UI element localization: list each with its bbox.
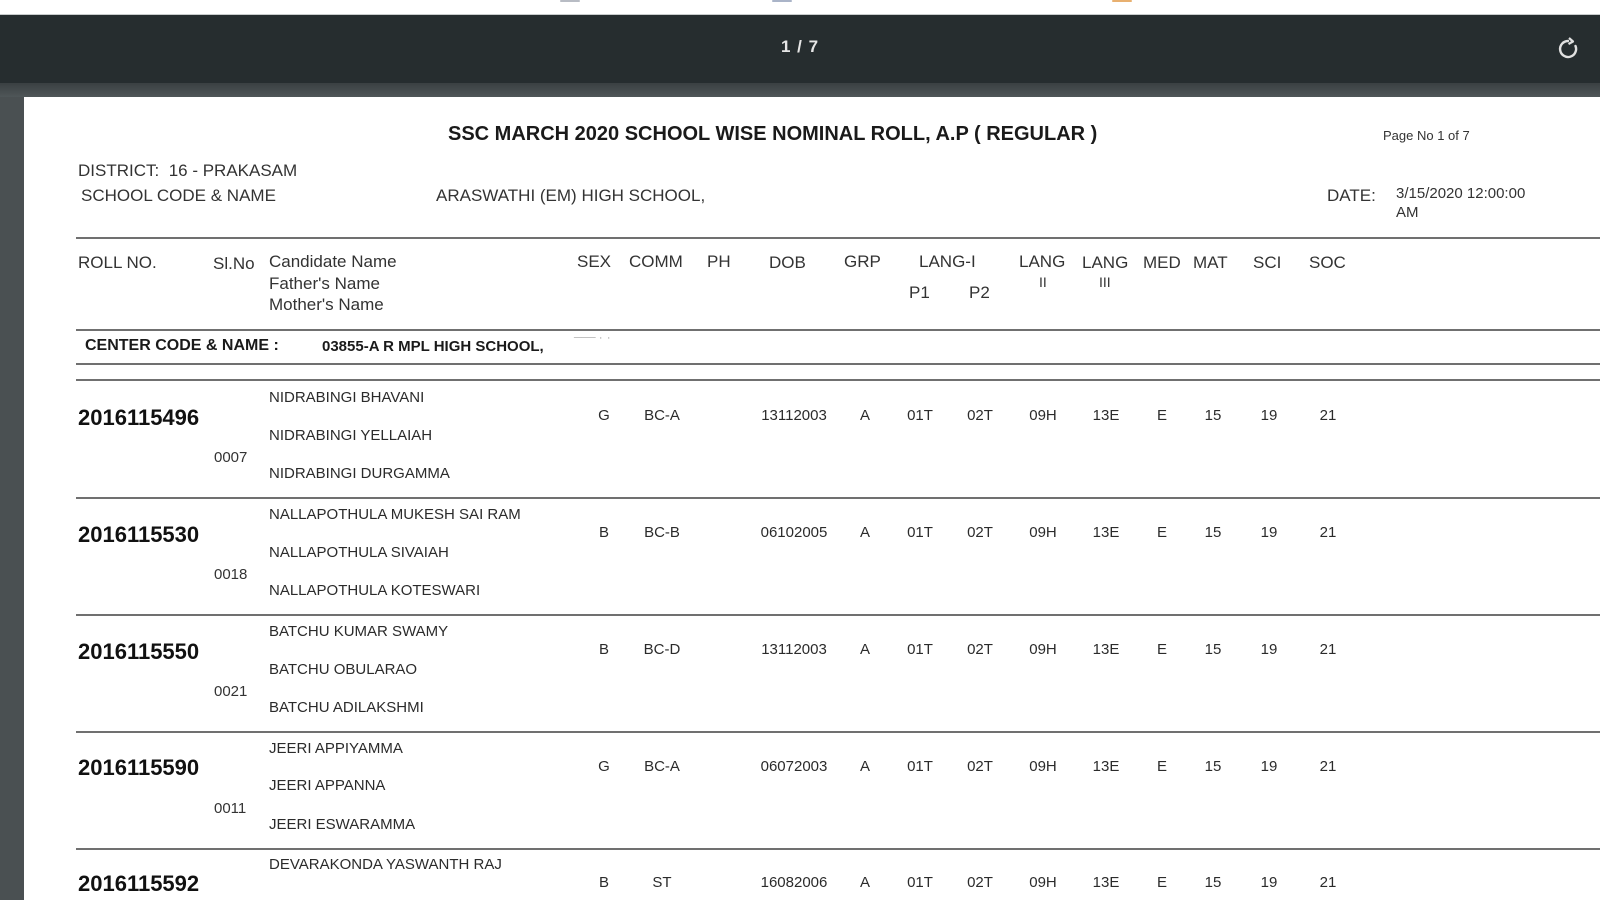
- col-sci: SCI: [1253, 253, 1282, 272]
- father-name: NALLAPOTHULA SIVAIAH: [269, 544, 449, 561]
- lang2: 09H: [1029, 641, 1057, 658]
- lang2: 09H: [1029, 407, 1057, 424]
- social: 21: [1319, 524, 1337, 541]
- col-comm: COMM: [629, 252, 683, 271]
- sex: B: [598, 641, 609, 658]
- col-mother-name: Mother's Name: [269, 295, 384, 314]
- col-ph: PH: [707, 252, 731, 271]
- father-name: JEERI APPANNA: [269, 777, 386, 794]
- group: A: [859, 524, 870, 541]
- lang3: 13E: [1092, 758, 1120, 775]
- candidate-name: BATCHU KUMAR SWAMY: [269, 623, 449, 640]
- medium: E: [1156, 874, 1167, 891]
- dob: 06072003: [760, 758, 828, 775]
- center-label: CENTER CODE & NAME :: [85, 337, 279, 354]
- maths: 15: [1204, 874, 1222, 891]
- lang1-p2: 02T: [967, 524, 993, 541]
- sex: G: [598, 407, 610, 424]
- social: 21: [1319, 407, 1337, 424]
- maths: 15: [1204, 641, 1222, 658]
- roll-number: 2016115592: [78, 871, 200, 896]
- medium: E: [1156, 407, 1167, 424]
- roll-number: 2016115590: [78, 755, 200, 780]
- report-title: SSC MARCH 2020 SCHOOL WISE NOMINAL ROLL, A.P ( REGULAR ): [448, 123, 1098, 145]
- group: A: [859, 641, 870, 658]
- social: 21: [1319, 874, 1337, 891]
- lang3: 13E: [1092, 874, 1120, 891]
- community: BC-A: [644, 758, 680, 775]
- sex: G: [598, 758, 610, 775]
- col-roll-no: ROLL NO.: [78, 253, 157, 272]
- candidate-name: NALLAPOTHULA MUKESH SAI RAM: [269, 506, 521, 523]
- group: A: [859, 758, 870, 775]
- col-lang2: LANG: [1019, 252, 1066, 271]
- lang1-p2: 02T: [967, 758, 993, 775]
- school-value: ARASWATHI (EM) HIGH SCHOOL,: [436, 186, 706, 205]
- page-indicator: 1 / 7: [780, 37, 820, 56]
- father-name: NIDRABINGI YELLAIAH: [269, 427, 433, 444]
- lang1-p2: 02T: [967, 874, 993, 891]
- refresh-icon[interactable]: [1556, 37, 1580, 61]
- lang1-p1: 01T: [907, 407, 933, 424]
- divider: [76, 329, 1600, 331]
- lang3: 13E: [1092, 407, 1120, 424]
- pdf-toolbar: [0, 15, 1600, 83]
- page-number: Page No 1 of 7: [1383, 128, 1470, 143]
- pdf-page: [24, 97, 1600, 900]
- maths: 15: [1204, 524, 1222, 541]
- col-lang1: LANG-I: [919, 252, 976, 271]
- school-label: SCHOOL CODE & NAME: [81, 186, 276, 205]
- dob: 16082006: [760, 874, 828, 891]
- col-mat: MAT: [1193, 253, 1228, 272]
- dob: 13112003: [761, 407, 827, 424]
- community: BC-A: [644, 407, 680, 424]
- lang1-p2: 02T: [967, 641, 993, 658]
- col-lang3: LANG: [1082, 253, 1129, 272]
- roll-number: 2016115496: [78, 405, 200, 430]
- lang1-p1: 01T: [907, 758, 933, 775]
- lang2: 09H: [1029, 524, 1057, 541]
- mother-name: NALLAPOTHULA KOTESWARI: [269, 582, 481, 599]
- lang3: 13E: [1092, 524, 1120, 541]
- mother-name: BATCHU ADILAKSHMI: [269, 699, 424, 716]
- medium: E: [1156, 758, 1167, 775]
- col-med: MED: [1143, 253, 1181, 272]
- roll-number: 2016115550: [78, 639, 200, 664]
- social: 21: [1319, 641, 1337, 658]
- lang1-p1: 01T: [907, 524, 933, 541]
- district-label: DISTRICT: 16 - PRAKASAM: [78, 161, 298, 180]
- col-sl-no: Sl.No: [213, 254, 255, 273]
- col-dob: DOB: [769, 253, 806, 272]
- group: A: [859, 407, 870, 424]
- tab-indicator: [772, 0, 792, 2]
- maths: 15: [1204, 758, 1222, 775]
- col-lang1-p1: P1: [909, 283, 930, 302]
- medium: E: [1156, 524, 1167, 541]
- sl-number: 0011: [214, 800, 247, 817]
- sl-number: 0007: [214, 449, 248, 466]
- divider: [76, 497, 1600, 499]
- community: ST: [652, 874, 672, 891]
- tab-indicator: [560, 0, 580, 2]
- col-lang1-p2: P2: [969, 283, 990, 302]
- col-grp: GRP: [844, 252, 881, 271]
- sl-number: 0018: [214, 566, 248, 583]
- col-soc: SOC: [1309, 253, 1346, 272]
- tab-indicator: [1112, 0, 1132, 2]
- science: 19: [1260, 407, 1278, 424]
- mother-name: NIDRABINGI DURGAMMA: [269, 465, 450, 482]
- group: A: [859, 874, 870, 891]
- divider: [76, 237, 1600, 239]
- lang2: 09H: [1029, 758, 1057, 775]
- col-lang2-num: II: [1039, 274, 1047, 290]
- science: 19: [1260, 524, 1278, 541]
- date-value-ampm: AM: [1396, 204, 1419, 221]
- lang1-p1: 01T: [907, 641, 933, 658]
- mother-name: JEERI ESWARAMMA: [269, 816, 416, 833]
- col-lang3-num: III: [1099, 274, 1111, 290]
- candidate-name: DEVARAKONDA YASWANTH RAJ: [269, 856, 502, 873]
- roll-number: 2016115530: [78, 522, 200, 547]
- science: 19: [1260, 874, 1278, 891]
- science: 19: [1260, 641, 1278, 658]
- lang1-p2: 02T: [967, 407, 993, 424]
- center-value: 03855-A R MPL HIGH SCHOOL,: [322, 338, 544, 355]
- medium: E: [1156, 641, 1167, 658]
- col-father-name: Father's Name: [269, 274, 380, 293]
- date-label: DATE:: [1327, 186, 1376, 205]
- district-value: 16 - PRAKASAM: [168, 161, 298, 180]
- lang1-p1: 01T: [907, 874, 933, 891]
- community: BC-D: [643, 641, 681, 658]
- candidate-name: NIDRABINGI BHAVANI: [269, 389, 425, 406]
- divider: [76, 379, 1600, 381]
- divider: [76, 363, 1600, 365]
- lang2: 09H: [1029, 874, 1057, 891]
- dob: 06102005: [760, 524, 828, 541]
- science: 19: [1260, 758, 1278, 775]
- center-value-tail: ¯¯¯ ˙ ˙: [574, 335, 612, 350]
- lang3: 13E: [1092, 641, 1120, 658]
- divider: [76, 614, 1600, 616]
- dob: 13112003: [761, 641, 827, 658]
- browser-top-strip: [0, 0, 1600, 15]
- divider: [76, 731, 1600, 733]
- social: 21: [1319, 758, 1337, 775]
- col-sex: SEX: [577, 252, 612, 271]
- sex: B: [598, 524, 609, 541]
- maths: 15: [1204, 407, 1222, 424]
- father-name: BATCHU OBULARAO: [269, 661, 418, 678]
- col-candidate-name: Candidate Name: [269, 252, 397, 271]
- candidate-name: JEERI APPIYAMMA: [269, 740, 403, 757]
- sex: B: [598, 874, 609, 891]
- date-value: 3/15/2020 12:00:00: [1396, 185, 1526, 202]
- divider: [76, 848, 1600, 850]
- community: BC-B: [644, 524, 680, 541]
- sl-number: 0021: [214, 683, 248, 700]
